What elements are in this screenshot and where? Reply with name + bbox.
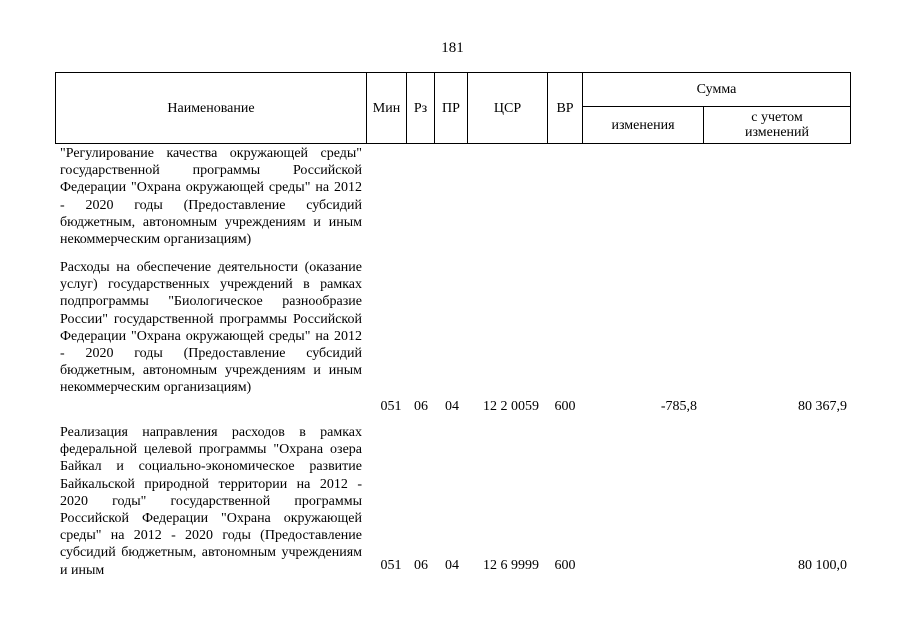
cell-rz: 06	[414, 399, 428, 414]
header-vr: ВР	[547, 72, 583, 144]
row-name: "Регулирование качества окружающей среды" государственной программы Российской Федерации "Охрана окружающей среды" на 2012 - 2020 годы (Предоставление субсидий бюджетным, автономным учреждениям и иным некоммерческим организациям)	[60, 146, 362, 248]
row-name: Реализация направления расходов в рамках федеральной целевой программы "Охрана озера Байкал и социально-экономическое развитие Байкальской природной территории на 2012 - 2020 годы" государственной программы Российской Федерации "Охрана окружающей среды" на 2012 - 2020 годы (Предоставление субсидий бюджетным, автономным учреждениям и иным	[60, 425, 362, 578]
cell-change: -785,8	[660, 399, 697, 414]
header-summa: Сумма	[582, 72, 851, 107]
cell-vr: 600	[554, 558, 576, 573]
header-min: Мин	[366, 72, 407, 144]
cell-with-change: 80 367,9	[798, 399, 847, 414]
row-name: Расходы на обеспечение деятельности (оказание услуг) государственных учреждений в рамках подпрограммы "Биологическое разнообразие России" государственной программы Российской Федерации "Охрана окружающей среды" на 2012 - 2020 годы (Предоставление субсидий бюджетным, автономным учреждениям и иным некоммерческим организациям)	[60, 260, 362, 396]
cell-csr: 12 2 0059	[483, 399, 539, 414]
header-pr: ПР	[434, 72, 468, 144]
cell-rz: 06	[414, 558, 428, 573]
cell-pr: 04	[445, 558, 459, 573]
cell-with-change: 80 100,0	[798, 558, 847, 573]
header-rz: Рз	[406, 72, 435, 144]
cell-min: 051	[380, 558, 402, 573]
header-csr: ЦСР	[467, 72, 548, 144]
header-name: Наименование	[55, 72, 367, 144]
header-with-change: с учетом изменений	[703, 106, 851, 144]
cell-vr: 600	[554, 399, 576, 414]
cell-min: 051	[380, 399, 402, 414]
page-number: 181	[441, 40, 464, 56]
cell-pr: 04	[445, 399, 459, 414]
cell-csr: 12 6 9999	[483, 558, 539, 573]
header-change: изменения	[582, 106, 704, 144]
